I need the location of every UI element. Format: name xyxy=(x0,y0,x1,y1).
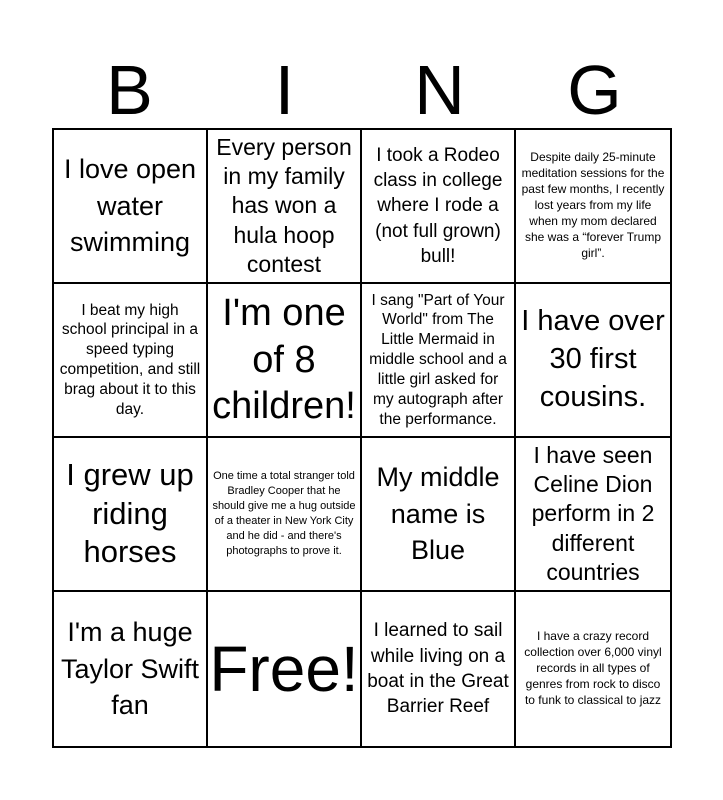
cell-text: I'm one of 8 children! xyxy=(212,292,356,428)
bingo-cell-r2c4[interactable] xyxy=(516,284,670,438)
cell-text: I have seen Celine Dion perform in 2 different countries xyxy=(531,441,655,585)
header-letter-n: N xyxy=(414,51,465,129)
cell-text: I have over 30 first cousins. xyxy=(521,305,665,413)
free-space-text: Free! xyxy=(209,632,359,705)
bingo-cell-r1c2[interactable] xyxy=(208,130,362,284)
cell-text: I love open water swimming xyxy=(63,154,197,258)
cell-text: I grew up riding horses xyxy=(66,456,194,570)
bingo-cell-r1c1[interactable] xyxy=(54,130,208,284)
bingo-header xyxy=(52,52,672,128)
bingo-cell-r1c4[interactable] xyxy=(516,130,670,284)
cell-text: I have a crazy record collection over 6,000 vinyl records in all types of genres from rock to disco to funk to classical to jazz xyxy=(524,629,662,707)
header-letter-i: I xyxy=(274,51,295,129)
cell-text: My middle name is Blue xyxy=(376,462,500,566)
bingo-cell-r3c4[interactable] xyxy=(516,438,670,592)
bingo-cell-r4c1[interactable] xyxy=(54,592,208,746)
bingo-cell-r4c3[interactable] xyxy=(362,592,516,746)
bingo-cell-r1c3[interactable] xyxy=(362,130,516,284)
bingo-cell-r3c1[interactable] xyxy=(54,438,208,592)
cell-text: Despite daily 25-minute meditation sessions for the past few months, I recently lost years from my life when my mom declared she was a “forever Trump girl”. xyxy=(521,150,665,260)
bingo-cell-r3c3[interactable] xyxy=(362,438,516,592)
bingo-board xyxy=(52,128,672,748)
header-letter-g: G xyxy=(567,51,622,129)
bingo-cell-r2c1[interactable] xyxy=(54,284,208,438)
cell-text: I took a Rodeo class in college where I rode a (not full grown) bull! xyxy=(373,144,503,267)
cell-text: Every person in my family has won a hula hoop contest xyxy=(216,133,352,277)
bingo-cell-r2c3[interactable] xyxy=(362,284,516,438)
cell-text: I learned to sail while living on a boat in the Great Barrier Reef xyxy=(367,620,509,718)
bingo-cell-r3c2[interactable] xyxy=(208,438,362,592)
bingo-cell-r2c2[interactable] xyxy=(208,284,362,438)
cell-text: I sang "Part of Your World" from The Little Mermaid in middle school and a little girl asked for my autograph after the performance. xyxy=(369,291,507,428)
bingo-free-space[interactable] xyxy=(208,592,362,746)
header-letter-b: B xyxy=(106,51,153,129)
bingo-cell-r4c4[interactable] xyxy=(516,592,670,746)
cell-text: I beat my high school principal in a speed typing competition, and still brag about it to this day. xyxy=(59,301,201,418)
cell-text: One time a total stranger told Bradley Cooper that he should give me a hug outside of a theater in New York City and he did - and there's photographs to prove it. xyxy=(212,469,356,558)
cell-text: I'm a huge Taylor Swift fan xyxy=(60,617,200,721)
